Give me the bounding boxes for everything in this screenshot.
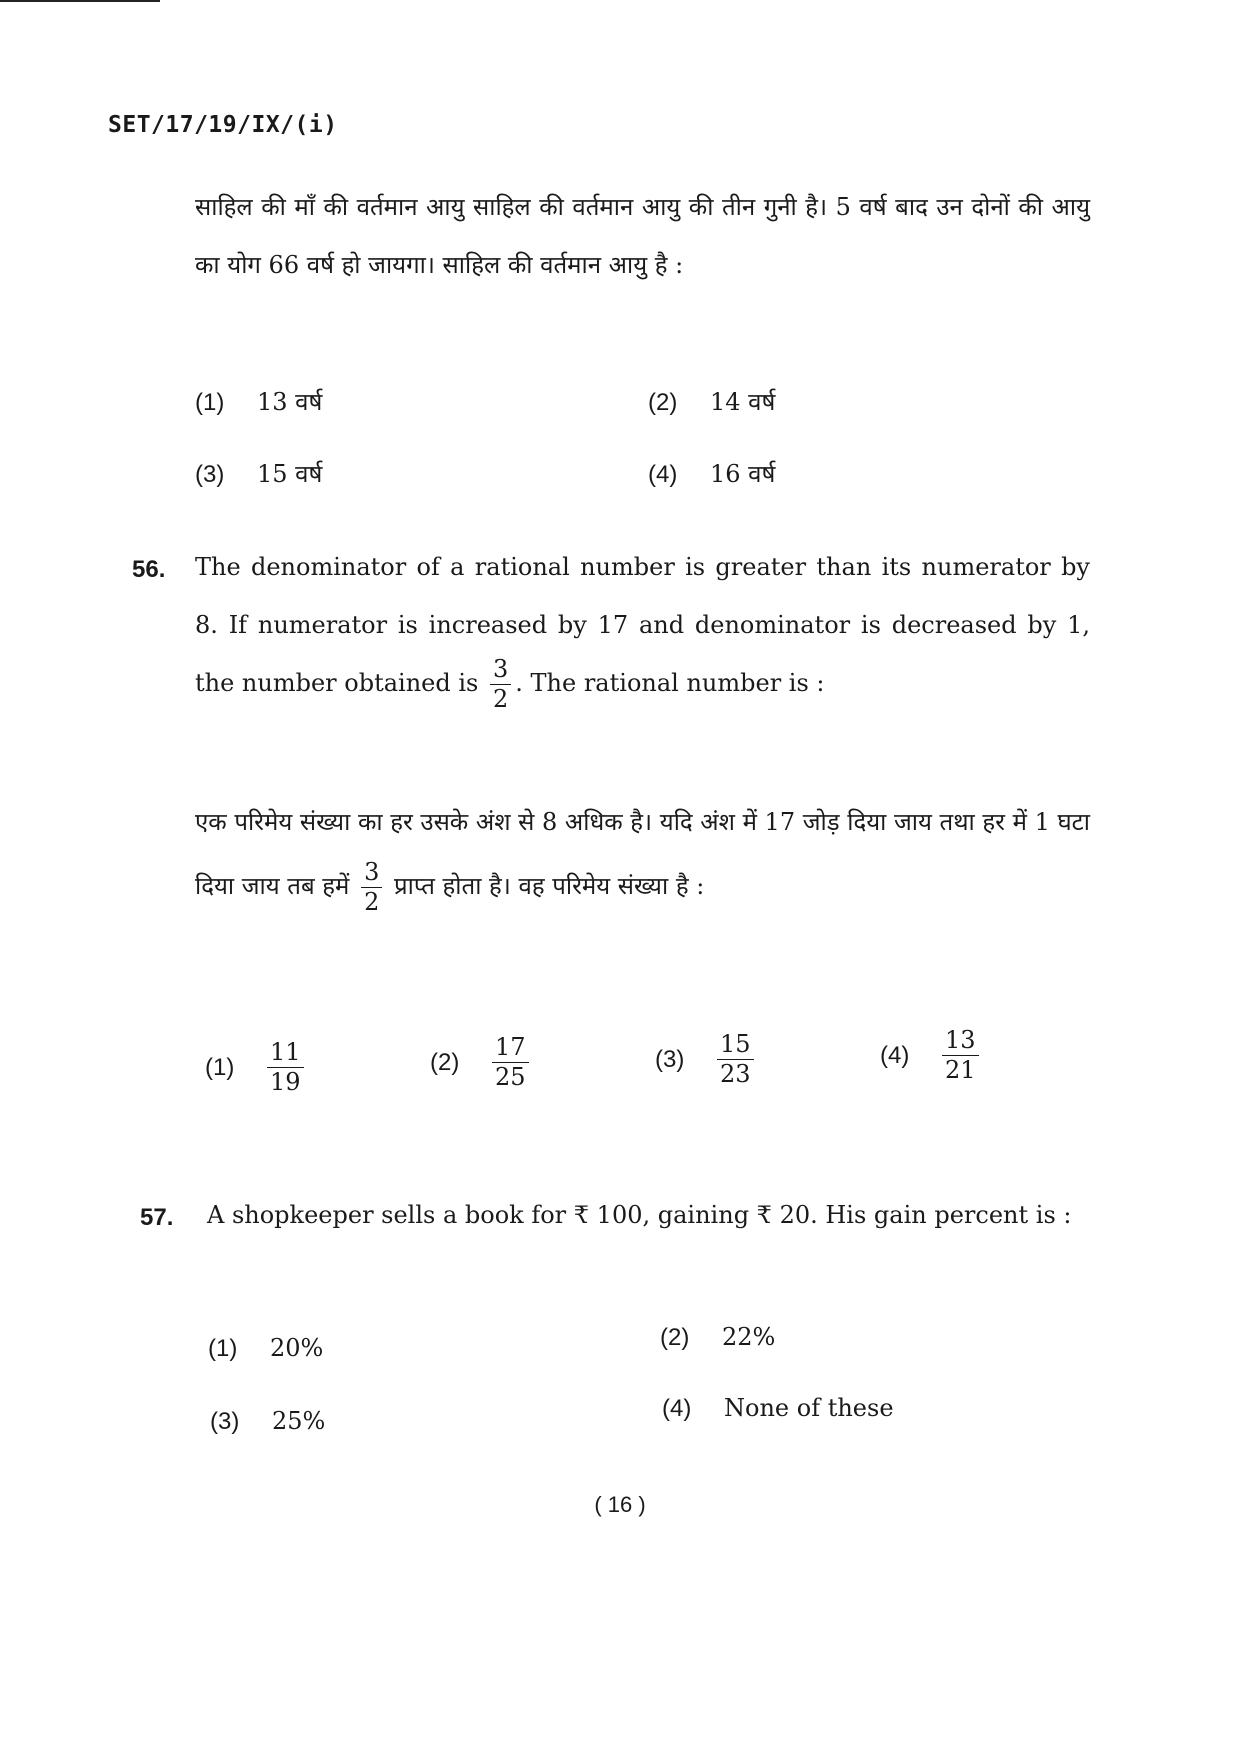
option-label: (1) (195, 389, 225, 416)
option-label: (1) (205, 1053, 235, 1081)
fraction-denominator: 2 (364, 888, 380, 916)
q56-option-1[interactable] (205, 1040, 308, 1095)
option-label: (2) (660, 1324, 690, 1351)
option-label: (3) (655, 1045, 685, 1073)
q56-en-text-1: The denominator of a rational number is greater than its numerator by 8. If numerator is increased by 17 and denominator is decreased by 1, the number obtained is (195, 553, 1090, 697)
option-fraction (492, 1035, 529, 1090)
option-label: (4) (662, 1395, 692, 1422)
option-text: 13 वर्ष (257, 388, 323, 416)
fraction-denominator: 23 (720, 1060, 751, 1089)
q55-option-2[interactable] (648, 385, 775, 418)
q56-english-text (195, 538, 1090, 712)
option-label: (4) (880, 1041, 910, 1069)
option-fraction (267, 1040, 304, 1095)
q57-option-1[interactable] (208, 1334, 323, 1363)
option-text: 15 वर्ष (257, 460, 323, 488)
option-label: (2) (648, 389, 678, 416)
option-label: (3) (195, 461, 225, 488)
fraction-denominator: 19 (270, 1068, 301, 1097)
q56-hi-text-1: एक परिमेय संख्या का हर उसके अंश से 8 अधिक है। यदि अंश में 17 जोड़ दिया जाय तथा हर में 1 घटा दिया जाय तब हमें (195, 808, 1090, 900)
option-label: (3) (210, 1408, 240, 1435)
option-label: (4) (648, 461, 678, 488)
q56-option-2[interactable] (430, 1035, 533, 1090)
option-text: None of these (724, 1394, 894, 1422)
q57-text: A shopkeeper sells a book for ₹ 100, gaining ₹ 20. His gain percent is : (207, 1201, 1072, 1229)
q56-hindi-text (195, 790, 1090, 918)
top-edge-line (0, 0, 160, 2)
fraction-numerator: 13 (942, 1028, 979, 1056)
q57-option-4[interactable] (662, 1394, 894, 1423)
q56-number: 56. (132, 556, 166, 583)
fraction-numerator: 15 (717, 1032, 754, 1060)
option-label: (2) (430, 1048, 460, 1076)
q55-option-4[interactable] (648, 457, 775, 490)
q57-option-3[interactable] (210, 1407, 325, 1436)
fraction-numerator: 11 (267, 1040, 304, 1068)
q57-number: 57. (140, 1204, 174, 1231)
option-text: 20% (270, 1334, 324, 1362)
fraction-3-over-2 (361, 857, 382, 916)
fraction-denominator: 25 (495, 1063, 526, 1092)
q57-option-2[interactable] (660, 1323, 775, 1352)
q56-en-text-2: . The rational number is : (515, 669, 825, 697)
fraction-denominator: 21 (945, 1056, 976, 1085)
q55-option-1[interactable] (195, 385, 322, 418)
option-text: 25% (272, 1407, 326, 1435)
option-text: 16 वर्ष (710, 460, 776, 488)
option-text: 14 वर्ष (710, 388, 776, 416)
option-text: 22% (722, 1323, 776, 1351)
fraction-numerator: 3 (361, 860, 382, 888)
fraction-denominator: 2 (493, 685, 509, 713)
fraction-numerator: 17 (492, 1035, 529, 1063)
q56-option-4[interactable] (880, 1028, 983, 1083)
q55-hindi-text: साहिल की माँ की वर्तमान आयु साहिल की वर्तमान आयु की तीन गुनी है। 5 वर्ष बाद उन दोनों की आयु का योग 66 वर्ष हो जायगा। साहिल की वर्तमान आयु है : (195, 193, 1090, 279)
q55-option-3[interactable] (195, 457, 322, 490)
fraction-numerator: 3 (490, 657, 511, 685)
page-number: ( 16 ) (594, 1492, 646, 1517)
option-fraction (717, 1032, 754, 1087)
option-label: (1) (208, 1335, 238, 1362)
option-fraction (942, 1028, 979, 1083)
q56-hi-text-2: प्राप्त होता है। वह परिमेय संख्या है : (393, 872, 705, 900)
set-code-header: SET/17/19/IX/(i) (108, 112, 338, 138)
fraction-3-over-2 (490, 654, 511, 713)
q56-option-3[interactable] (655, 1032, 758, 1087)
